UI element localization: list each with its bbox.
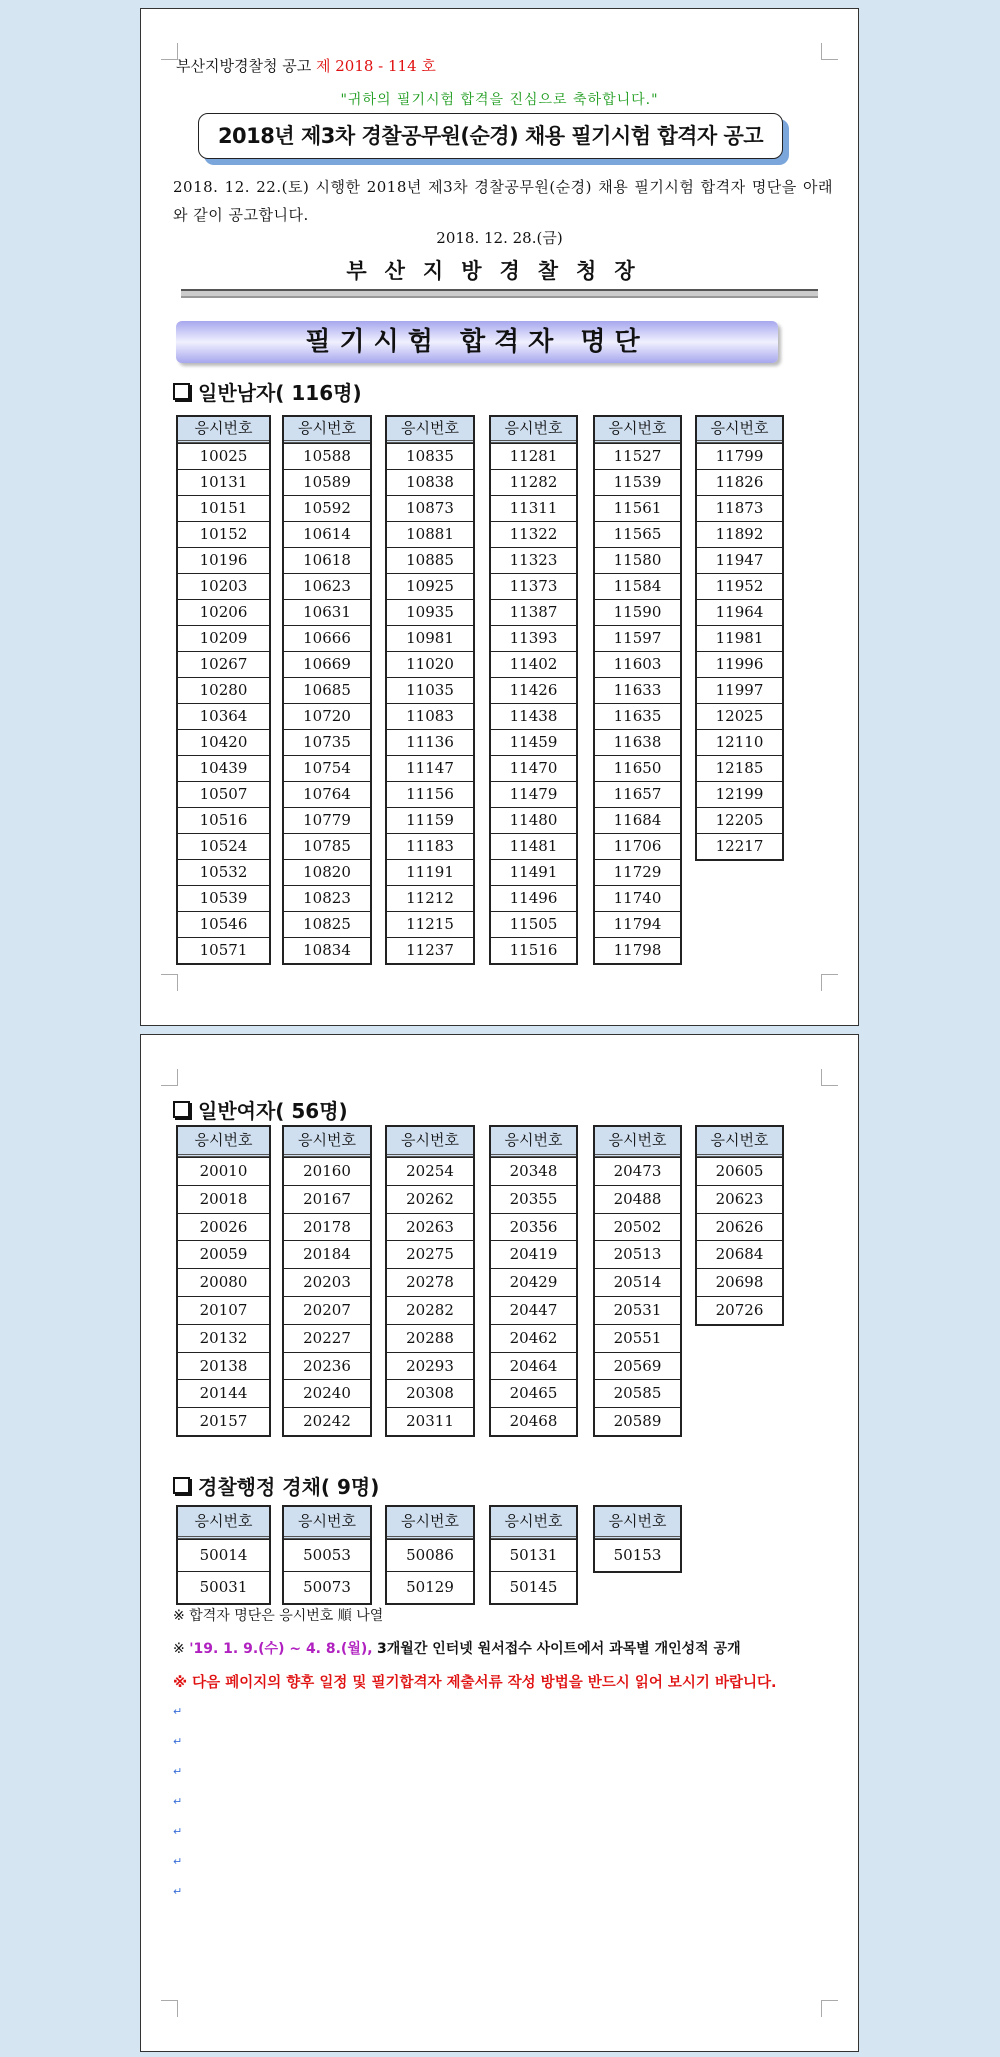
candidate-number: 20419 <box>491 1240 576 1268</box>
candidate-number: 11191 <box>387 859 473 885</box>
candidate-number: 11481 <box>491 833 576 859</box>
margin-corner-mark <box>821 1069 838 1086</box>
candidate-number: 10873 <box>387 495 473 521</box>
number-column <box>489 1505 578 1605</box>
candidate-number: 20605 <box>697 1157 782 1185</box>
candidate-number: 20167 <box>284 1185 370 1213</box>
candidate-number: 20569 <box>595 1352 680 1380</box>
candidate-number: 10838 <box>387 469 473 495</box>
document-page-1 <box>140 8 859 1026</box>
column-header: 응시번호 <box>595 1507 680 1539</box>
column-header: 응시번호 <box>491 1127 576 1157</box>
candidate-number: 50145 <box>491 1571 576 1603</box>
candidate-number: 10669 <box>284 651 370 677</box>
candidate-number: 11565 <box>595 521 680 547</box>
number-column <box>489 415 578 965</box>
number-column <box>176 1125 271 1437</box>
margin-corner-mark <box>161 1069 178 1086</box>
candidate-number: 20502 <box>595 1213 680 1241</box>
column-header: 응시번호 <box>595 417 680 443</box>
candidate-number: 11981 <box>697 625 782 651</box>
candidate-number: 10280 <box>178 677 269 703</box>
congratulation-message: "귀하의 필기시험 합격을 진심으로 축하합니다." <box>340 92 659 108</box>
signer: 부산지방경찰청장 <box>346 258 653 283</box>
candidate-number: 12199 <box>697 781 782 807</box>
candidate-number: 11459 <box>491 729 576 755</box>
candidate-number: 10516 <box>178 807 269 833</box>
candidate-number: 10532 <box>178 859 269 885</box>
candidate-number: 11706 <box>595 833 680 859</box>
column-header: 응시번호 <box>284 417 370 443</box>
candidate-number: 11393 <box>491 625 576 651</box>
candidate-number: 20551 <box>595 1324 680 1352</box>
candidate-number: 20468 <box>491 1407 576 1435</box>
candidate-number: 11136 <box>387 729 473 755</box>
column-header: 응시번호 <box>387 417 473 443</box>
candidate-number: 20464 <box>491 1352 576 1380</box>
number-column <box>282 1125 372 1437</box>
note-next-page: ※ 다음 페이지의 향후 일정 및 필기합격자 제출서류 작성 방법을 반드시 읽어 보시기 바랍니다. <box>173 1675 777 1691</box>
candidate-number: 20010 <box>178 1157 269 1185</box>
candidate-number: 20227 <box>284 1324 370 1352</box>
candidate-number: 20308 <box>387 1379 473 1407</box>
section-title-text: 경찰행정 경채( 9명) <box>198 1475 380 1499</box>
candidate-number: 11183 <box>387 833 473 859</box>
candidate-number: 20184 <box>284 1240 370 1268</box>
margin-corner-mark <box>161 974 178 991</box>
candidate-number: 11470 <box>491 755 576 781</box>
candidate-number: 11496 <box>491 885 576 911</box>
candidate-number: 10623 <box>284 573 370 599</box>
candidate-number: 50153 <box>595 1539 680 1571</box>
candidate-number: 11873 <box>697 495 782 521</box>
candidate-number: 11997 <box>697 677 782 703</box>
candidate-number: 11311 <box>491 495 576 521</box>
candidate-number: 11159 <box>387 807 473 833</box>
paragraph-mark-icon: ↵ <box>173 1765 183 1778</box>
candidate-number: 20698 <box>697 1268 782 1296</box>
column-header: 응시번호 <box>178 1507 269 1539</box>
candidate-number: 20059 <box>178 1240 269 1268</box>
candidate-number: 10151 <box>178 495 269 521</box>
paragraph-mark-icon: ↵ <box>173 1705 183 1718</box>
candidate-number: 10820 <box>284 859 370 885</box>
candidate-number: 11684 <box>595 807 680 833</box>
candidate-number: 10779 <box>284 807 370 833</box>
candidate-number: 11322 <box>491 521 576 547</box>
candidate-number: 11020 <box>387 651 473 677</box>
candidate-number: 10539 <box>178 885 269 911</box>
candidate-number: 20263 <box>387 1213 473 1241</box>
candidate-number: 11480 <box>491 807 576 833</box>
candidate-number: 20726 <box>697 1296 782 1324</box>
candidate-number: 50073 <box>284 1571 370 1603</box>
candidate-number: 10825 <box>284 911 370 937</box>
section-title-text: 일반여자( 56명) <box>198 1099 348 1123</box>
column-header: 응시번호 <box>697 1127 782 1157</box>
column-header: 응시번호 <box>284 1127 370 1157</box>
candidate-number: 11740 <box>595 885 680 911</box>
candidate-number: 20288 <box>387 1324 473 1352</box>
paragraph-mark-icon: ↵ <box>173 1795 183 1808</box>
candidate-number: 11597 <box>595 625 680 651</box>
candidate-number: 12110 <box>697 729 782 755</box>
candidate-number: 11387 <box>491 599 576 625</box>
candidate-number: 10196 <box>178 547 269 573</box>
candidate-number: 10589 <box>284 469 370 495</box>
margin-corner-mark <box>821 974 838 991</box>
notice-number-line <box>176 55 436 76</box>
candidate-number: 50131 <box>491 1539 576 1571</box>
column-header: 응시번호 <box>284 1507 370 1539</box>
paragraph-mark-icon: ↵ <box>173 1735 183 1748</box>
candidate-number: 10206 <box>178 599 269 625</box>
candidate-number: 20488 <box>595 1185 680 1213</box>
margin-corner-mark <box>821 43 838 60</box>
candidate-number: 11426 <box>491 677 576 703</box>
candidate-number: 11035 <box>387 677 473 703</box>
section-title-text: 일반남자( 116명) <box>198 381 362 405</box>
number-column <box>593 1125 682 1437</box>
number-column <box>385 1125 475 1437</box>
number-column <box>489 1125 578 1437</box>
disclosure-period: '19. 1. 9.(수) ~ 4. 8.(월), <box>189 1641 373 1657</box>
paragraph-mark-icon: ↵ <box>173 1825 183 1838</box>
candidate-number: 11282 <box>491 469 576 495</box>
candidate-number: 20178 <box>284 1213 370 1241</box>
section-title-male <box>173 377 362 406</box>
candidate-number: 11729 <box>595 859 680 885</box>
candidate-number: 20282 <box>387 1296 473 1324</box>
candidate-number: 50086 <box>387 1539 473 1571</box>
candidate-number: 12185 <box>697 755 782 781</box>
candidate-number: 20429 <box>491 1268 576 1296</box>
candidate-number: 10685 <box>284 677 370 703</box>
notice-number: 제 2018 - 114 호 <box>315 57 436 75</box>
candidate-number: 11505 <box>491 911 576 937</box>
candidate-number: 11527 <box>595 443 680 469</box>
candidate-number: 10631 <box>284 599 370 625</box>
announcement-title: 2018년 제3차 경찰공무원(순경) 채용 필기시험 합격자 공고 <box>198 113 783 159</box>
number-column <box>282 1505 372 1605</box>
candidate-number: 11633 <box>595 677 680 703</box>
candidate-number: 11635 <box>595 703 680 729</box>
candidate-number: 10925 <box>387 573 473 599</box>
paragraph-mark-icon: ↵ <box>173 1885 183 1898</box>
candidate-number: 11826 <box>697 469 782 495</box>
checkbox-square-icon <box>173 383 190 400</box>
note-order: ※ 합격자 명단은 응시번호 順 나열 <box>173 1608 384 1624</box>
candidate-number: 50129 <box>387 1571 473 1603</box>
candidate-number: 20311 <box>387 1407 473 1435</box>
candidate-number: 10592 <box>284 495 370 521</box>
candidate-number: 11479 <box>491 781 576 807</box>
number-column <box>593 415 682 965</box>
candidate-number: 10618 <box>284 547 370 573</box>
candidate-number: 20262 <box>387 1185 473 1213</box>
number-column <box>695 1125 784 1326</box>
candidate-number: 11516 <box>491 937 576 963</box>
candidate-number: 10571 <box>178 937 269 963</box>
number-column <box>385 415 475 965</box>
checkbox-square-icon <box>173 1477 190 1494</box>
candidate-number: 11650 <box>595 755 680 781</box>
candidate-number: 50014 <box>178 1539 269 1571</box>
candidate-number: 10835 <box>387 443 473 469</box>
column-header: 응시번호 <box>387 1507 473 1539</box>
column-header: 응시번호 <box>178 1127 269 1157</box>
candidate-number: 20447 <box>491 1296 576 1324</box>
candidate-number: 11892 <box>697 521 782 547</box>
note-mark: ※ <box>173 1641 185 1657</box>
margin-corner-mark <box>161 2000 178 2017</box>
number-column <box>695 415 784 861</box>
candidate-number: 10152 <box>178 521 269 547</box>
candidate-number: 20293 <box>387 1352 473 1380</box>
candidate-number: 10131 <box>178 469 269 495</box>
candidate-number: 20138 <box>178 1352 269 1380</box>
candidate-number: 20240 <box>284 1379 370 1407</box>
candidate-number: 10420 <box>178 729 269 755</box>
candidate-number: 20203 <box>284 1268 370 1296</box>
column-header: 응시번호 <box>491 417 576 443</box>
candidate-number: 10209 <box>178 625 269 651</box>
candidate-number: 11323 <box>491 547 576 573</box>
candidate-number: 11603 <box>595 651 680 677</box>
checkbox-square-icon <box>173 1101 190 1118</box>
candidate-number: 20473 <box>595 1157 680 1185</box>
disclosure-text: 3개월간 인터넷 원서접수 사이트에서 과목별 개인성적 공개 <box>377 1641 741 1657</box>
candidate-number: 20242 <box>284 1407 370 1435</box>
intro-paragraph: 2018. 12. 22.(토) 시행한 2018년 제3차 경찰공무원(순경) 채용 필기시험 합격자 명단을 아래와 같이 공고합니다. <box>173 178 833 224</box>
candidate-number: 10823 <box>284 885 370 911</box>
double-rule-divider <box>181 289 818 298</box>
candidate-number: 20356 <box>491 1213 576 1241</box>
candidate-number: 10735 <box>284 729 370 755</box>
candidate-number: 10025 <box>178 443 269 469</box>
candidate-number: 11281 <box>491 443 576 469</box>
candidate-number: 11237 <box>387 937 473 963</box>
candidate-number: 20531 <box>595 1296 680 1324</box>
candidate-number: 11947 <box>697 547 782 573</box>
paragraph-mark-icon: ↵ <box>173 1855 183 1868</box>
candidate-number: 10881 <box>387 521 473 547</box>
candidate-number: 11212 <box>387 885 473 911</box>
candidate-number: 10614 <box>284 521 370 547</box>
candidate-number: 11584 <box>595 573 680 599</box>
candidate-number: 11539 <box>595 469 680 495</box>
announcement-date: 2018. 12. 28.(금) <box>436 229 563 247</box>
candidate-number: 10754 <box>284 755 370 781</box>
candidate-number: 20144 <box>178 1379 269 1407</box>
candidate-number: 11373 <box>491 573 576 599</box>
candidate-number: 20355 <box>491 1185 576 1213</box>
candidate-number: 11561 <box>595 495 680 521</box>
candidate-number: 11794 <box>595 911 680 937</box>
candidate-number: 11147 <box>387 755 473 781</box>
column-header: 응시번호 <box>178 417 269 443</box>
candidate-number: 11590 <box>595 599 680 625</box>
candidate-number: 20623 <box>697 1185 782 1213</box>
candidate-number: 10546 <box>178 911 269 937</box>
section-title-female <box>173 1095 348 1124</box>
candidate-number: 20132 <box>178 1324 269 1352</box>
list-banner: 필기시험 합격자 명단 <box>176 321 778 363</box>
candidate-number: 20684 <box>697 1240 782 1268</box>
candidate-number: 20462 <box>491 1324 576 1352</box>
candidate-number: 20236 <box>284 1352 370 1380</box>
candidate-number: 20080 <box>178 1268 269 1296</box>
candidate-number: 20348 <box>491 1157 576 1185</box>
candidate-number: 10507 <box>178 781 269 807</box>
number-column <box>385 1505 475 1605</box>
candidate-number: 20254 <box>387 1157 473 1185</box>
candidate-number: 20626 <box>697 1213 782 1241</box>
candidate-number: 10588 <box>284 443 370 469</box>
candidate-number: 20514 <box>595 1268 680 1296</box>
candidate-number: 11996 <box>697 651 782 677</box>
candidate-number: 20026 <box>178 1213 269 1241</box>
candidate-number: 10981 <box>387 625 473 651</box>
candidate-number: 12205 <box>697 807 782 833</box>
candidate-number: 11952 <box>697 573 782 599</box>
number-column <box>176 1505 271 1605</box>
candidate-number: 10720 <box>284 703 370 729</box>
candidate-number: 10666 <box>284 625 370 651</box>
number-column <box>593 1505 682 1573</box>
candidate-number: 11798 <box>595 937 680 963</box>
candidate-number: 11491 <box>491 859 576 885</box>
section-title-admin <box>173 1471 379 1500</box>
column-header: 응시번호 <box>387 1127 473 1157</box>
candidate-number: 10764 <box>284 781 370 807</box>
candidate-number: 11799 <box>697 443 782 469</box>
candidate-number: 10935 <box>387 599 473 625</box>
candidate-number: 20275 <box>387 1240 473 1268</box>
candidate-number: 10364 <box>178 703 269 729</box>
candidate-number: 11215 <box>387 911 473 937</box>
column-header: 응시번호 <box>491 1507 576 1539</box>
column-header: 응시번호 <box>697 417 782 443</box>
candidate-number: 20107 <box>178 1296 269 1324</box>
candidate-number: 12217 <box>697 833 782 859</box>
candidate-number: 10439 <box>178 755 269 781</box>
candidate-number: 10203 <box>178 573 269 599</box>
candidate-number: 11638 <box>595 729 680 755</box>
candidate-number: 20278 <box>387 1268 473 1296</box>
candidate-number: 11402 <box>491 651 576 677</box>
column-header: 응시번호 <box>595 1127 680 1157</box>
candidate-number: 11156 <box>387 781 473 807</box>
number-column <box>282 415 372 965</box>
candidate-number: 20513 <box>595 1240 680 1268</box>
candidate-number: 10785 <box>284 833 370 859</box>
candidate-number: 50031 <box>178 1571 269 1603</box>
candidate-number: 20018 <box>178 1185 269 1213</box>
candidate-number: 20157 <box>178 1407 269 1435</box>
candidate-number: 11657 <box>595 781 680 807</box>
note-score-disclosure <box>173 1638 741 1658</box>
candidate-number: 11580 <box>595 547 680 573</box>
candidate-number: 20589 <box>595 1407 680 1435</box>
candidate-number: 50053 <box>284 1539 370 1571</box>
candidate-number: 20160 <box>284 1157 370 1185</box>
candidate-number: 11438 <box>491 703 576 729</box>
candidate-number: 10834 <box>284 937 370 963</box>
candidate-number: 11964 <box>697 599 782 625</box>
candidate-number: 12025 <box>697 703 782 729</box>
notice-prefix: 부산지방경찰청 공고 <box>176 57 312 75</box>
candidate-number: 11083 <box>387 703 473 729</box>
candidate-number: 20207 <box>284 1296 370 1324</box>
candidate-number: 20585 <box>595 1379 680 1407</box>
candidate-number: 20465 <box>491 1379 576 1407</box>
candidate-number: 10267 <box>178 651 269 677</box>
number-column <box>176 415 271 965</box>
candidate-number: 10524 <box>178 833 269 859</box>
margin-corner-mark <box>821 2000 838 2017</box>
document-page-2 <box>140 1034 859 2052</box>
candidate-number: 10885 <box>387 547 473 573</box>
